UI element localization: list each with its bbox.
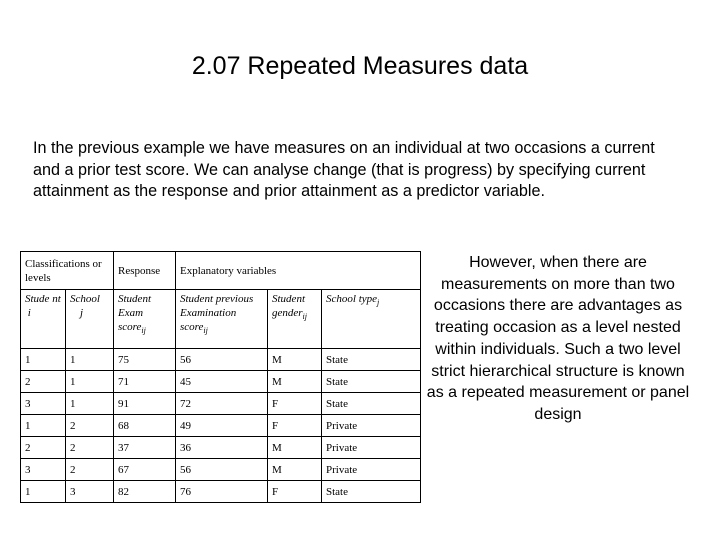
cell-prev: 56 — [176, 349, 268, 371]
table-row — [21, 481, 421, 503]
subheader-student-label: Stude nt — [25, 293, 61, 305]
cell-school: 1 — [66, 393, 114, 415]
cell-type: Private — [322, 437, 421, 459]
cell-student: 1 — [21, 481, 66, 503]
subheader-gender — [268, 290, 322, 349]
subheader-gender-label: Student gender — [272, 293, 305, 319]
cell-student: 2 — [21, 371, 66, 393]
cell-student: 1 — [21, 349, 66, 371]
subheader-gender-sub: ij — [302, 312, 307, 322]
cell-student: 3 — [21, 393, 66, 415]
header-explanatory: Explanatory variables — [176, 252, 421, 290]
subheader-prev-sub: ij — [203, 326, 208, 336]
cell-prev: 76 — [176, 481, 268, 503]
subheader-exam-sub: ij — [141, 326, 146, 336]
cell-exam: 75 — [114, 349, 176, 371]
cell-gender: M — [268, 437, 322, 459]
cell-prev: 56 — [176, 459, 268, 481]
subheader-school — [66, 290, 114, 349]
table-row — [21, 415, 421, 437]
cell-prev: 36 — [176, 437, 268, 459]
cell-gender: F — [268, 415, 322, 437]
cell-school: 1 — [66, 371, 114, 393]
slide-title: 2.07 Repeated Measures data — [191, 52, 529, 80]
side-paragraph: However, when there are measurements on more than two occasions there are advantages as treating occasion as a level nested within individuals. Such a two level strict hierarchical structure is known as a repeated measurement or panel design — [426, 254, 690, 423]
cell-school: 2 — [66, 415, 114, 437]
table-row — [21, 393, 421, 415]
cell-type: Private — [322, 415, 421, 437]
subheader-type-sub: j — [377, 298, 380, 308]
table-row — [21, 459, 421, 481]
header-classifications: Classifications or levels — [21, 252, 114, 290]
cell-exam: 82 — [114, 481, 176, 503]
subheader-type — [322, 290, 421, 349]
subheader-exam-label: Student Exam score — [118, 293, 151, 333]
cell-type: State — [322, 371, 421, 393]
cell-school: 2 — [66, 437, 114, 459]
cell-prev: 49 — [176, 415, 268, 437]
intro-paragraph: In the previous example we have measures on an individual at two occasions a current and a prior test score. We can analyse change (that is progress) by specifying current attainment as the response and prior attainment as a predictor variable. — [33, 139, 655, 200]
cell-type: State — [322, 393, 421, 415]
subheader-exam — [114, 290, 176, 349]
cell-gender: M — [268, 349, 322, 371]
cell-exam: 68 — [114, 415, 176, 437]
cell-exam: 71 — [114, 371, 176, 393]
cell-exam: 37 — [114, 437, 176, 459]
cell-student: 2 — [21, 437, 66, 459]
subheader-student-index: i — [27, 307, 31, 319]
subheader-type-label: School type — [326, 293, 378, 305]
data-table — [20, 251, 421, 503]
cell-prev: 72 — [176, 393, 268, 415]
table-subheader-row — [21, 290, 421, 349]
cell-prev: 45 — [176, 371, 268, 393]
table-row — [21, 349, 421, 371]
header-response: Response — [114, 252, 176, 290]
cell-type: State — [322, 481, 421, 503]
cell-type: Private — [322, 459, 421, 481]
subheader-prev-label: Student previous Examination score — [180, 293, 254, 333]
cell-gender: M — [268, 459, 322, 481]
table-row — [21, 437, 421, 459]
table-row — [21, 371, 421, 393]
cell-school: 1 — [66, 349, 114, 371]
subheader-school-index: j — [80, 307, 84, 319]
cell-gender: F — [268, 393, 322, 415]
cell-school: 2 — [66, 459, 114, 481]
cell-exam: 91 — [114, 393, 176, 415]
table-header-row — [21, 252, 421, 290]
cell-school: 3 — [66, 481, 114, 503]
cell-exam: 67 — [114, 459, 176, 481]
subheader-prev — [176, 290, 268, 349]
cell-type: State — [322, 349, 421, 371]
cell-student: 3 — [21, 459, 66, 481]
cell-gender: M — [268, 371, 322, 393]
cell-gender: F — [268, 481, 322, 503]
subheader-school-label: School — [70, 293, 100, 305]
subheader-student — [21, 290, 66, 349]
cell-student: 1 — [21, 415, 66, 437]
